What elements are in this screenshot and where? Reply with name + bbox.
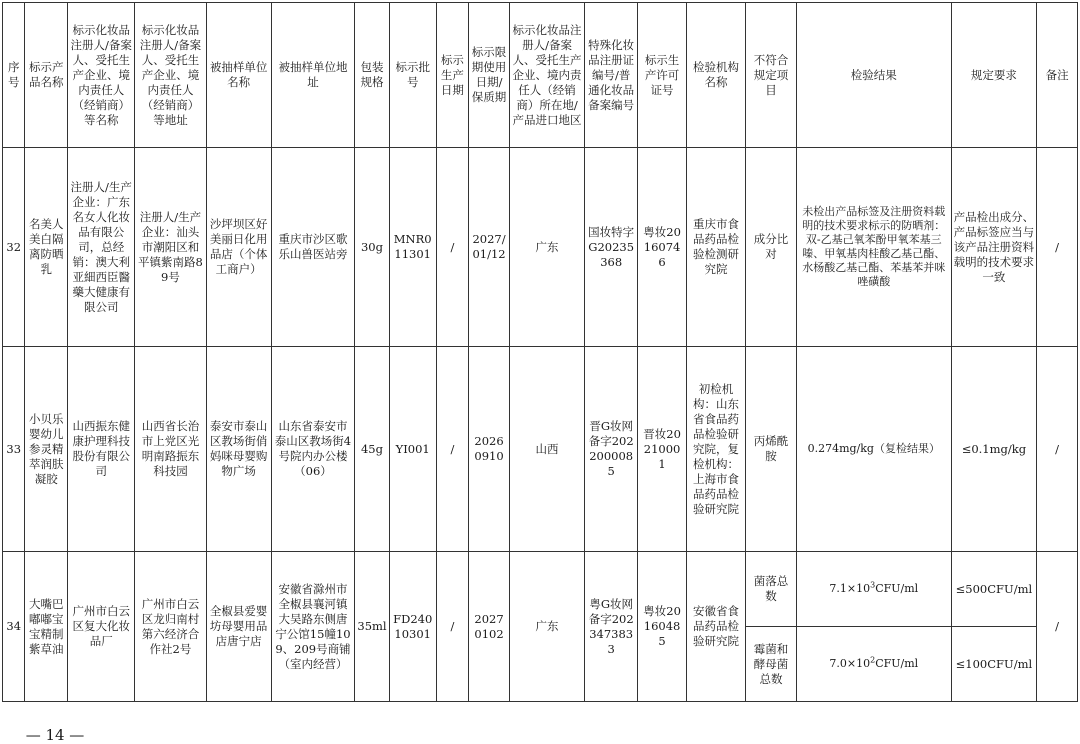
header-cell: 标示化妆品注册人/备案人、受托生产企业、境内责任人（经销商）等地址 bbox=[135, 3, 206, 148]
failed-item: 成分比对 bbox=[746, 148, 797, 347]
certificate-number: 国妆特字G20235368 bbox=[585, 148, 638, 347]
product-name: 名美人美白隔离防晒乳 bbox=[25, 148, 68, 347]
lab-name: 安徽省食品药品检验研究院 bbox=[687, 552, 746, 702]
header-cell: 不符合规定项目 bbox=[746, 3, 797, 148]
production-date: / bbox=[436, 552, 469, 702]
production-date: / bbox=[436, 148, 469, 347]
package-spec: 45g bbox=[355, 347, 390, 552]
package-spec: 35ml bbox=[355, 552, 390, 702]
table-row bbox=[3, 347, 1078, 552]
requirement: ≤500CFU/ml bbox=[951, 552, 1037, 627]
license-number: 粤妆20160746 bbox=[638, 148, 687, 347]
table-row bbox=[3, 148, 1078, 347]
company-name: 广州市白云区复大化妆品厂 bbox=[68, 552, 135, 702]
table-row bbox=[3, 552, 1078, 627]
header-cell: 被抽样单位地址 bbox=[271, 3, 354, 148]
region: 广东 bbox=[509, 148, 584, 347]
note: / bbox=[1037, 347, 1078, 552]
production-date: / bbox=[436, 347, 469, 552]
row-number: 32 bbox=[3, 148, 25, 347]
expiry-date: 20260910 bbox=[469, 347, 510, 552]
inspection-results-table bbox=[2, 2, 1078, 702]
region: 广东 bbox=[509, 552, 584, 702]
requirement: ≤0.1mg/kg bbox=[951, 347, 1037, 552]
license-number: 粤妆20160485 bbox=[638, 552, 687, 702]
result-exponent: 3 bbox=[870, 580, 876, 590]
lab-name: 重庆市食品药品检验检测研究院 bbox=[687, 148, 746, 347]
header-cell: 包装规格 bbox=[355, 3, 390, 148]
sampled-address: 重庆市沙区歌乐山兽医站旁 bbox=[271, 148, 354, 347]
header-cell: 检验机构名称 bbox=[687, 3, 746, 148]
expiry-date: 2027/01/12 bbox=[469, 148, 510, 347]
license-number: 晋妆20210001 bbox=[638, 347, 687, 552]
company-name: 山西振东健康护理科技股份有限公司 bbox=[68, 347, 135, 552]
result-exponent: 2 bbox=[870, 655, 876, 665]
expiry-date: 20270102 bbox=[469, 552, 510, 702]
package-spec: 30g bbox=[355, 148, 390, 347]
header-cell: 标示化妆品注册人/备案人、受托生产企业、境内责任人（经销商）等名称 bbox=[68, 3, 135, 148]
batch-number: FD24010301 bbox=[389, 552, 436, 702]
sampled-address: 安徽省滁州市全椒县襄河镇大吴路东侧唐宁公馆15幢109、209号商铺（室内经营） bbox=[271, 552, 354, 702]
header-cell: 序号 bbox=[3, 3, 25, 148]
batch-number: MNR011301 bbox=[389, 148, 436, 347]
requirement: 产品检出成分、产品标签应当与该产品注册资料载明的技术要求一致 bbox=[951, 148, 1037, 347]
test-result bbox=[796, 627, 951, 702]
test-result bbox=[796, 552, 951, 627]
header-cell: 标示批号 bbox=[389, 3, 436, 148]
product-name: 大嘴巴嘟嘟宝宝精制紫草油 bbox=[25, 552, 68, 702]
note: / bbox=[1037, 552, 1078, 702]
lab-name: 初检机构：山东省食品药品检验研究院，复检机构：上海市食品药品检验研究院 bbox=[687, 347, 746, 552]
row-number: 34 bbox=[3, 552, 25, 702]
note: / bbox=[1037, 148, 1078, 347]
failed-item: 丙烯酰胺 bbox=[746, 347, 797, 552]
sampled-unit: 泰安市泰山区教场街俏妈咪母婴购物广场 bbox=[206, 347, 271, 552]
header-row bbox=[3, 3, 1078, 148]
company-address: 山西省长治市上党区光明南路振东科技园 bbox=[135, 347, 206, 552]
result-mantissa: 7.0×10 bbox=[829, 657, 871, 670]
row-number: 33 bbox=[3, 347, 25, 552]
result-unit: CFU/ml bbox=[875, 582, 919, 595]
product-name: 小贝乐婴幼儿参灵精萃润肤凝胶 bbox=[25, 347, 68, 552]
header-cell: 标示产品名称 bbox=[25, 3, 68, 148]
certificate-number: 晋G妆网备字2022000085 bbox=[585, 347, 638, 552]
header-cell: 规定要求 bbox=[951, 3, 1037, 148]
sampled-address: 山东省泰安市泰山区教场街4号院内办公楼（06） bbox=[271, 347, 354, 552]
company-address: 广州市白云区龙归南村第六经济合作社2号 bbox=[135, 552, 206, 702]
region: 山西 bbox=[509, 347, 584, 552]
header-cell: 被抽样单位名称 bbox=[206, 3, 271, 148]
sampled-unit: 沙坪坝区好美丽日化用品店（个体工商户） bbox=[206, 148, 271, 347]
header-cell: 备注 bbox=[1037, 3, 1078, 148]
result-mantissa: 7.1×10 bbox=[829, 582, 871, 595]
batch-number: YI001 bbox=[389, 347, 436, 552]
page-number: — 14 — bbox=[25, 726, 85, 744]
header-cell: 特殊化妆品注册证编号/普通化妆品备案编号 bbox=[585, 3, 638, 148]
header-cell: 标示化妆品注册人/备案人、受托生产企业、境内责任人（经销商）所在地/产品进口地区 bbox=[509, 3, 584, 148]
failed-item: 菌落总数 bbox=[746, 552, 797, 627]
test-result: 未检出产品标签及注册资料载明的技术要求标示的防晒剂：双-乙基己氧苯酚甲氧苯基三嗪、甲氧基肉桂酸乙基己酯、水杨酸乙基己酯、苯基苯并咪唑磺酸 bbox=[796, 148, 951, 347]
company-name: 注册人/生产企业：广东名女人化妆品有限公司，总经销：澳大利亚細西臣醫藥大健康有限公司 bbox=[68, 148, 135, 347]
sampled-unit: 全椒县爱婴坊母婴用品店唐宁店 bbox=[206, 552, 271, 702]
requirement: ≤100CFU/ml bbox=[951, 627, 1037, 702]
result-unit: CFU/ml bbox=[875, 657, 919, 670]
failed-item: 霉菌和酵母菌总数 bbox=[746, 627, 797, 702]
certificate-number: 粤G妆网备字2023473833 bbox=[585, 552, 638, 702]
header-cell: 标示生产许可证号 bbox=[638, 3, 687, 148]
company-address: 注册人/生产企业：汕头市潮阳区和平镇紫南路89号 bbox=[135, 148, 206, 347]
header-cell: 标示限期使用日期/保质期 bbox=[469, 3, 510, 148]
header-cell: 检验结果 bbox=[796, 3, 951, 148]
header-cell: 标示生产日期 bbox=[436, 3, 469, 148]
test-result: 0.274mg/kg（复检结果） bbox=[796, 347, 951, 552]
